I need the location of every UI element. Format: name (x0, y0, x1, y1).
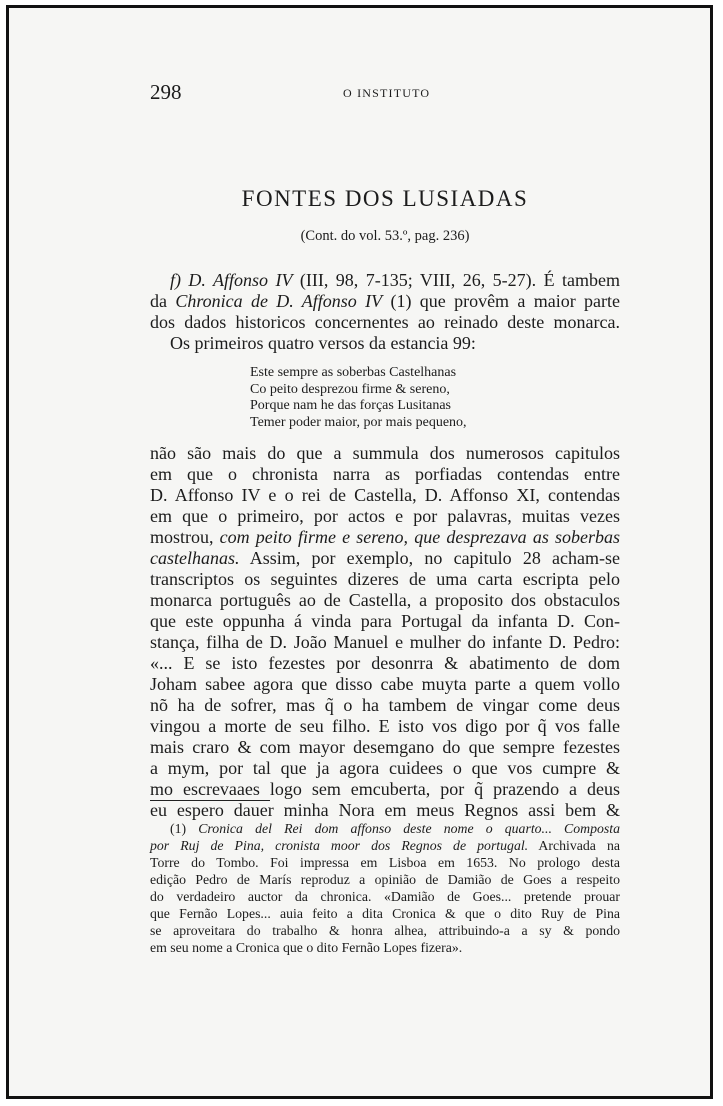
footnote-rule (150, 800, 270, 801)
page-number: 298 (150, 80, 182, 104)
text-line: f) D. Affonso IV (III, 98, 7-135; VIII, 26, 5-27). É tambem (170, 270, 620, 290)
text-line: não são mais do que a summula dos numerosos capitulos (150, 443, 620, 463)
verse-line: Porque nam he das forças Lusitanas (250, 398, 451, 413)
footnote-line: Torre do Tombo. Foi impressa em Lisboa em 1653. No prologo desta (150, 855, 620, 870)
running-head (150, 80, 620, 106)
footnote (150, 820, 620, 956)
text-line: transcriptos os seguintes dizeres de uma carta escripta pelo (150, 569, 620, 589)
text-line: «... E se isto fezestes por desonrra & abatimento de dom (150, 653, 620, 673)
text-line: Os primeiros quatro versos da estancia 99: (170, 333, 476, 353)
verse-quote (250, 365, 570, 431)
footnote-line: edição Pedro de Marís reproduz a opinião de Damião de Goes a respeito (150, 872, 620, 887)
text-line: eu espero dauer minha Nora em meus Regnos assi bem & (150, 800, 620, 820)
paragraph-2 (150, 443, 620, 821)
continuation-note: (Cont. do vol. 53.º, pag. 236) (300, 228, 470, 244)
text-line: castelhanas. Assim, por exemplo, no capitulo 28 acham-se (150, 548, 620, 568)
footnote-line: que Fernão Lopes... auia feito a dita Cronica & que o dito Ruy de Pina (150, 906, 620, 921)
text-line: mo escrevaaes logo sem emcuberta, por q̃ prazendo a deus (150, 779, 620, 799)
footnote-line: em seu nome a Cronica que o dito Fernão Lopes fizera». (150, 940, 463, 955)
footnote-line: do verdadeiro auctor da chronica. «Damião de Goes... pretende prouar (150, 889, 620, 904)
text-line: mostrou, com peito firme e sereno, que desprezava as soberbas (150, 527, 620, 547)
footnote-line: se aproveitara do trabalho & honra alhea, attribuindo-a a sy & pondo (150, 923, 620, 938)
footnote-line: por Ruj de Pina, cronista moor dos Regnos de portugal. Archivada na (150, 838, 620, 853)
verse-line: Este sempre as soberbas Castelhanas (250, 365, 457, 380)
journal-title: O INSTITUTO (343, 86, 431, 100)
text-line: vingou a morte de seu filho. E isto vos digo por q̃ vos falle (150, 716, 620, 736)
text-line: em que o primeiro, por actos e por palavras, muitas vezes (150, 506, 620, 526)
text-line: dos dados historicos concernentes ao reinado deste monarca. (150, 312, 620, 332)
text-line: que este oppunha á vinda para Portugal da infanta D. Con- (150, 611, 620, 631)
verse-line: Co peito desprezou firme & sereno, (250, 381, 450, 397)
text-line: da Chronica de D. Affonso IV (1) que provêm a maior parte (150, 291, 620, 311)
footnote-line: (1) Cronica del Rei dom affonso deste nome o quarto... Composta (170, 821, 621, 836)
text-line: D. Affonso IV e o rei de Castella, D. Affonso XI, contendas (150, 485, 620, 505)
article-title: FONTES DOS LUSIADAS (241, 186, 529, 211)
text-line: em que o chronista narra as porfiadas contendas entre (150, 464, 620, 484)
text-line: a mym, por tal que ja agora cuidees o que vos cumpre & (150, 758, 620, 778)
paragraph-1 (150, 270, 620, 354)
text-line: monarca português ao de Castella, a proposito dos obstaculos (150, 590, 620, 610)
text-line: mais craro & com mayor desemgano do que sempre fezestes (150, 737, 620, 757)
section-marker: f) D. Affonso IV (170, 270, 293, 290)
text-line: nõ ha de sofrer, mas q̃ o ha tambem de vingar come deus (150, 695, 620, 715)
text-line: stança, filha de D. João Manuel e mulher do infante D. Pedro: (150, 632, 620, 652)
text-line: Joham sabee agora que disso cabe muyta parte a quem vollo (150, 674, 620, 694)
verse-line: Temer poder maior, por mais pequeno, (250, 414, 467, 430)
